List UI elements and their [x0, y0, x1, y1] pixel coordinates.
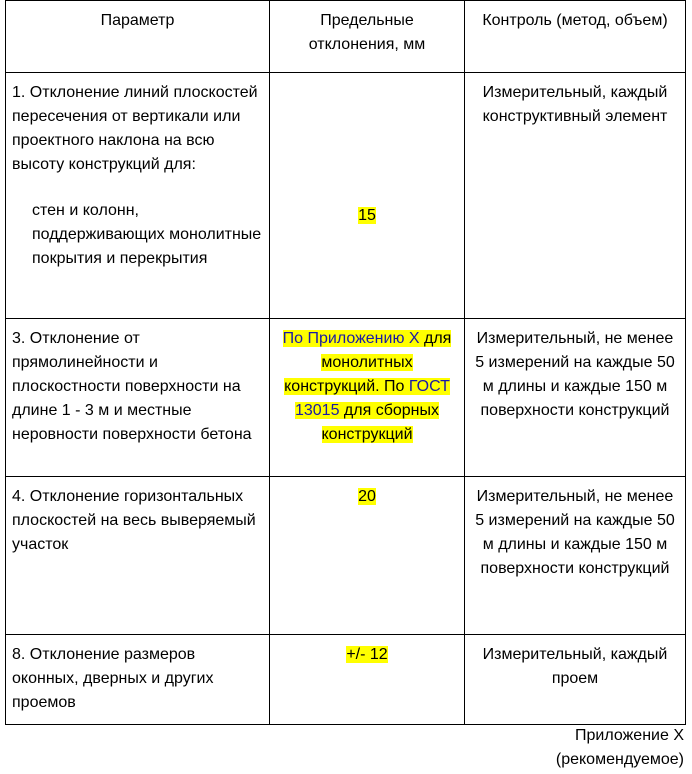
parameter-text: 3. Отклонение от прямолинейности и плоскостности поверхности на длине 1 - 3 м и местные неровности поверхности бетона — [12, 330, 252, 443]
deviation-value: +/- 12 — [346, 646, 388, 663]
table-header-row — [6, 1, 686, 73]
control-value: Измерительный, не менее 5 измерений на каждые 50 м длины и каждые 150 м поверхности конструкций — [475, 488, 675, 577]
header-control: Контроль (метод, объем) — [465, 1, 686, 73]
appendix-x-link[interactable]: По Приложению Х — [282, 330, 420, 347]
control-cell — [465, 477, 686, 635]
control-cell — [465, 73, 686, 319]
tolerance-table — [5, 0, 686, 725]
deviation-text-precast: для сборных конструкций — [321, 402, 440, 443]
deviation-cell — [270, 477, 465, 635]
table-row — [6, 73, 686, 319]
parameter-cell — [6, 635, 270, 725]
control-cell — [465, 319, 686, 477]
control-value: Измерительный, не менее 5 измерений на каждые 50 м длины и каждые 150 м поверхности конструкций — [475, 330, 675, 419]
parameter-cell — [6, 73, 270, 319]
table-row — [6, 477, 686, 635]
deviation-cell — [270, 319, 465, 477]
gost-13015-link[interactable]: ГОСТ 13015 — [294, 378, 450, 419]
parameter-cell — [6, 477, 270, 635]
parameter-intro: 1. Отклонение линий плоскостей пересечения от вертикали или проектного наклона на всю высоту конструкций для: — [12, 84, 258, 173]
deviation-cell — [270, 73, 465, 319]
parameter-sub: стен и колонн, поддерживающих монолитные покрытия и перекрытия — [32, 202, 262, 267]
appendix-note: (рекомендуемое) — [555, 751, 684, 768]
deviation-value: 20 — [358, 488, 376, 505]
table-row — [6, 635, 686, 725]
control-cell — [465, 635, 686, 725]
parameter-text: 4. Отклонение горизонтальных плоскостей на весь выверяемый участок — [12, 488, 256, 553]
deviation-cell — [270, 635, 465, 725]
header-deviation: Предельные отклонения, мм — [270, 1, 465, 73]
parameter-cell — [6, 319, 270, 477]
parameter-text: 8. Отклонение размеров оконных, дверных и других проемов — [12, 646, 214, 711]
appendix-heading — [556, 724, 684, 772]
deviation-value: 15 — [358, 207, 376, 224]
control-value: Измерительный, каждый конструктивный элемент — [482, 84, 668, 125]
table-row — [6, 319, 686, 477]
deviation-text-monolithic: для монолитных конструкций. По — [284, 330, 452, 395]
appendix-title: Приложение Х — [575, 727, 684, 744]
header-parameter: Параметр — [6, 1, 270, 73]
control-value: Измерительный, каждый проем — [482, 646, 668, 687]
